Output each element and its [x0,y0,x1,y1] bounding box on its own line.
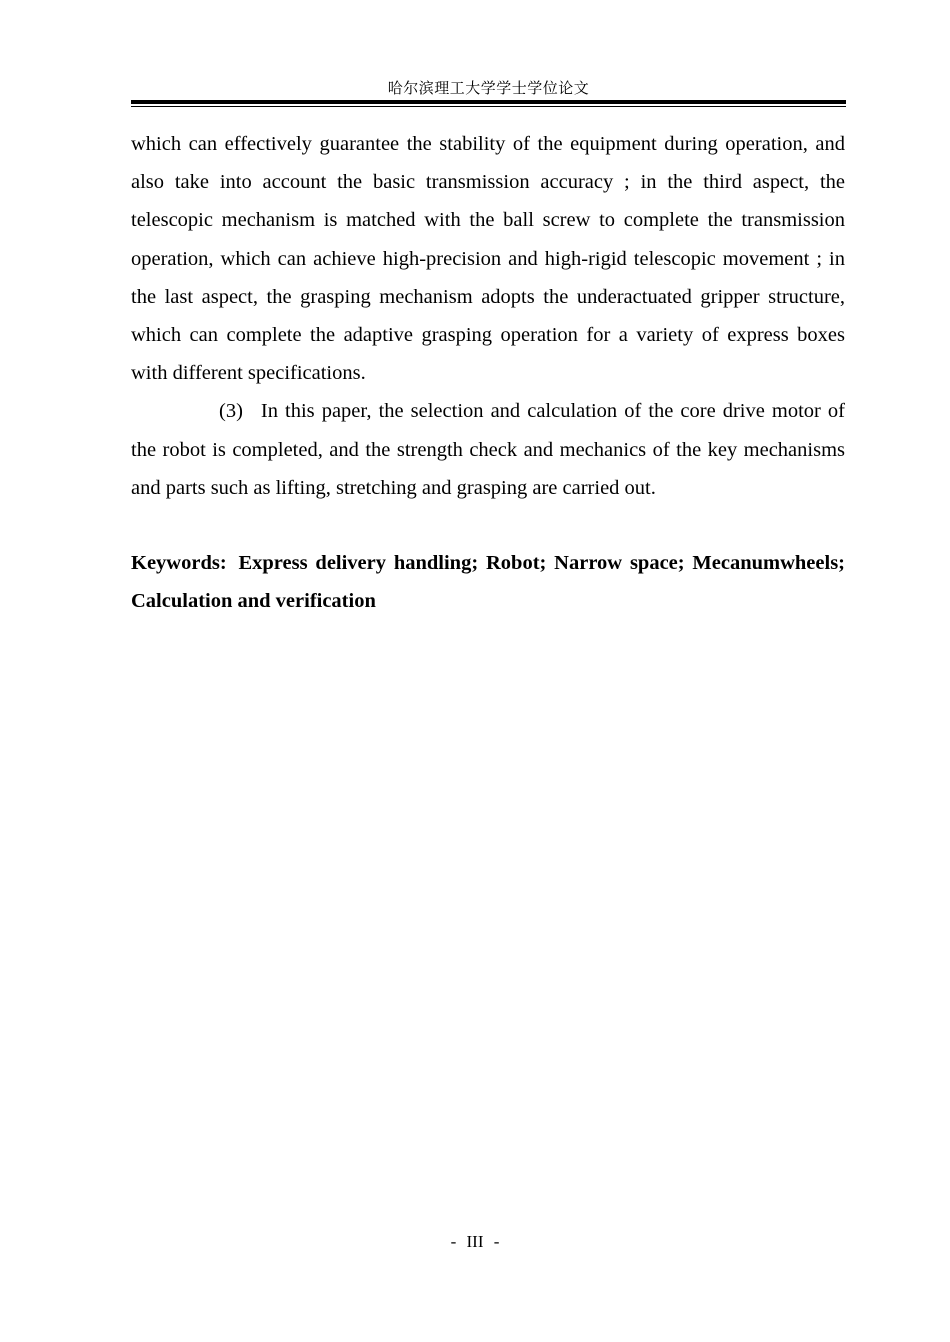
abstract-paragraph: which can effectively guarantee the stability of the equipment during operation, and also take into account the basic transmission accuracy ; in the third aspect, the telescopic mechanism is matched with the ball screw to complete the transmission operation, which can achieve high-precision and high-rigid telescopic movement ; in the last aspect, the grasping mechanism adopts the underactuated gripper structure, which can complete the adaptive grasping operation for a variety of express boxes with different specifications. [131,133,845,385]
keywords-label: Keywords: [131,552,227,574]
running-header: 哈尔滨理工大学学士学位论文 [387,79,590,97]
abstract-item-3 [131,392,845,507]
header-rule-thin [131,106,846,107]
page-number: - III - [450,1232,500,1251]
keywords-text: Express delivery handling; Robot; Narrow space; Mecanumwheels; Calculation and verification [131,552,845,613]
keywords-block [131,544,845,620]
abstract-body [131,125,845,507]
item-number: (3) [219,400,243,423]
header-rule-thick [131,100,846,104]
item-text: In this paper, the selection and calculation of the core drive motor of the robot is completed, and the strength check and mechanics of the key mechanisms and parts such as lifting, stretching and grasping are carried out. [131,400,845,499]
